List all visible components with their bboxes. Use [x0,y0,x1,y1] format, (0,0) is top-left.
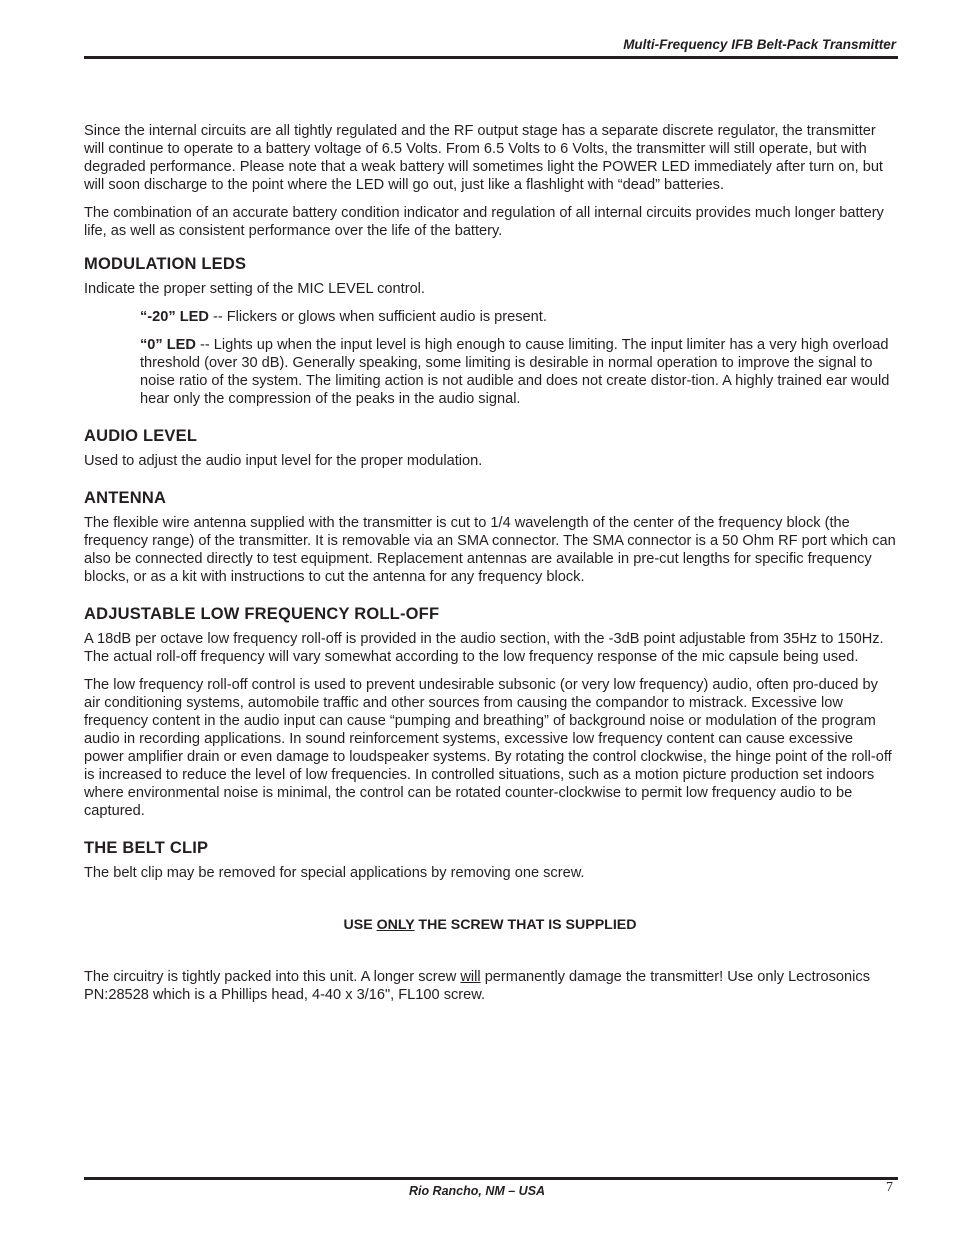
led-20-text: -- Flickers or glows when sufficient audio is present. [208,309,547,325]
antenna-heading: ANTENNA [84,489,167,507]
intro-paragraph-2: The combination of an accurate battery condition indicator and regulation of all internal circuits provides much longer battery life, as well as consistent performance over the life of the battery. [84,205,884,239]
audio-level-heading: AUDIO LEVEL [84,427,198,445]
intro-paragraph-1: Since the internal circuits are all tightly regulated and the RF output stage has a separate discrete regulator, the transmitter will continue to operate to a battery voltage of 6.5 Volts. From 6.5 Volts to 6 Volts, the transmitter will still operate, but with degraded performance. Please note that a weak battery will sometimes light the POWER LED immediately after turn on, but will soon discharge to the point where the LED will go out, just like a flashlight with “dead” batteries. [84,123,883,193]
screw-notice [84,916,896,934]
footer-location: Rio Rancho, NM – USA [408,1184,546,1198]
modulation-leds-text: Indicate the proper setting of the MIC LEVEL control. [84,281,425,297]
footer-rule [84,1177,898,1180]
rolloff-paragraph-1: A 18dB per octave low frequency roll-off is provided in the audio section, with the -3dB point adjustable from 35Hz to 150Hz. The actual roll-off frequency will vary somewhat according to the low frequency response of the mic capsule being used. [84,631,884,665]
belt-clip-text: The belt clip may be removed for special applications by removing one screw. [84,865,585,881]
led-0-paragraph [140,336,896,408]
led-0-label: “0” LED [140,337,196,353]
screw-warning-post: permanently damage the transmitter! Use only Lectrosonics PN:28528 which is a Phillips head, 4-40 x 3/16", FL100 screw. [84,969,870,1003]
page-body [84,122,896,1014]
led-20-label: “-20” LED [140,309,209,325]
page-number: 7 [886,1180,893,1195]
running-header: Multi-Frequency IFB Belt-Pack Transmitter [623,37,896,52]
screw-notice-emphasis: ONLY [376,917,415,933]
screw-warning [84,968,896,1004]
screw-notice-pre: USE [343,917,377,933]
audio-level-text: Used to adjust the audio input level for the proper modulation. [84,453,483,469]
screw-warning-pre: The circuitry is tightly packed into this unit. A longer screw [84,969,461,985]
led-20-paragraph [140,308,896,326]
belt-clip-heading: THE BELT CLIP [84,839,209,857]
antenna-text: The flexible wire antenna supplied with the transmitter is cut to 1/4 wavelength of the center of the frequency block (the frequency range) of the transmitter. It is removable via an SMA connector. The SMA connector is a 50 Ohm RF port which can also be connected directly to test equipment. Replacement antennas are available in pre-cut lengths for specific frequency blocks, or as a kit with instructions to cut the antenna for any frequency block. [84,515,896,585]
modulation-leds-heading: MODULATION LEDS [84,255,247,273]
rolloff-paragraph-2: The low frequency roll-off control is used to prevent undesirable subsonic (or very low frequency) audio, often pro-duced by air conditioning systems, automobile traffic and other sources from causing the compandor to mistrack. Excessive low frequency content in the audio input can cause “pumping and breathing” of background noise or modulation of the program audio in recording applications. In sound reinforcement systems, excessive low frequency content can cause excessive power amplifier drain or even damage to loudspeaker systems. By rotating the control clockwise, the hinge point of the roll-off is increased to reduce the level of low frequencies. In controlled situations, such as a motion picture production set indoors where environmental noise is minimal, the control can be rotated counter-clockwise to permit low frequency audio to be captured. [84,677,892,819]
screw-notice-post: THE SCREW THAT IS SUPPLIED [414,917,637,933]
rolloff-heading: ADJUSTABLE LOW FREQUENCY ROLL-OFF [84,605,440,623]
screw-warning-emphasis: will [460,969,481,985]
led-0-text: -- Lights up when the input level is high enough to cause limiting. The input limiter has a very high overload threshold (over 30 dB). Generally speaking, some limiting is desirable in normal operation to improve the signal to noise ratio of the system. The limiting action is not audible and does not create distor-tion. A highly trained ear would hear only the compression of the peaks in the audio signal. [140,337,890,407]
header-rule [84,56,898,59]
